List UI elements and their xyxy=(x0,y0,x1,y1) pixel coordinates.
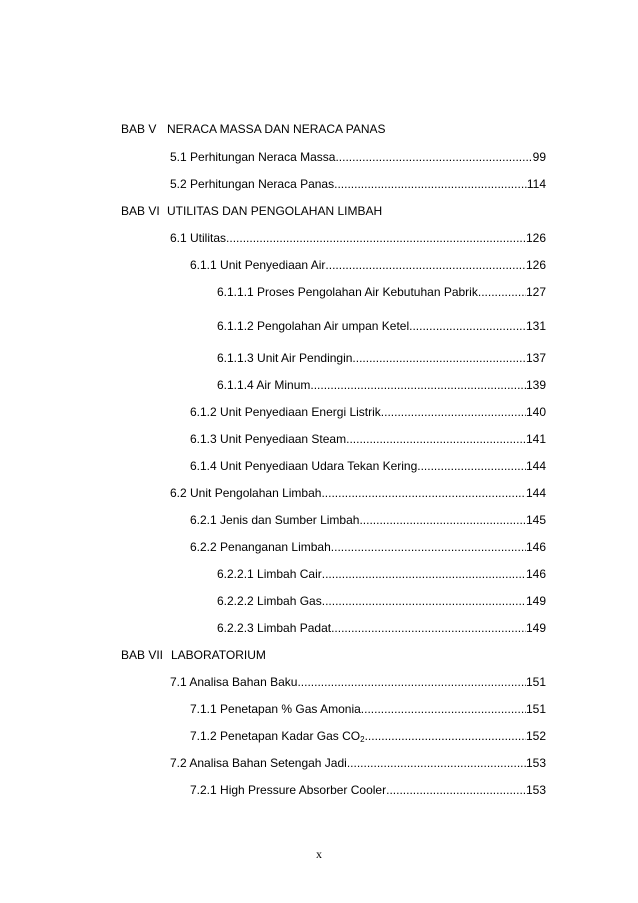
toc-leader xyxy=(361,702,526,716)
toc-entry-title: 7.2 Analisa Bahan Setengah Jadi xyxy=(170,756,347,770)
toc-leader xyxy=(322,567,526,581)
toc-entry-title: 6.1.1 Unit Penyediaan Air xyxy=(190,258,326,272)
toc-leader xyxy=(346,432,526,446)
toc-entry-page: 151 xyxy=(525,702,546,716)
toc-entry xyxy=(217,621,546,635)
toc-entry xyxy=(217,594,546,608)
toc-entry-title: 6.2.2.2 Limbah Gas xyxy=(217,594,322,608)
toc-entry-title: 6.2.1 Jenis dan Sumber Limbah xyxy=(190,513,360,527)
toc-entry xyxy=(190,432,546,446)
toc-entry xyxy=(217,285,546,299)
toc-entry-page: 144 xyxy=(525,486,546,500)
toc-entry-page: 149 xyxy=(525,621,546,635)
toc-entry xyxy=(170,150,546,164)
toc-leader xyxy=(409,319,526,333)
toc-leader xyxy=(381,405,526,419)
toc-entry-title: 6.1.1.1 Proses Pengolahan Air Kebutuhan Pabrik xyxy=(217,285,478,299)
chapter-number: BAB V xyxy=(121,122,157,136)
toc-entry-page: 144 xyxy=(525,459,546,473)
toc-entry-title: 6.2.2.3 Limbah Padat xyxy=(217,621,332,635)
toc-entry-page: 152 xyxy=(525,729,546,743)
toc-entry-title xyxy=(190,729,365,743)
toc-leader xyxy=(226,231,526,245)
toc-leader xyxy=(352,351,526,365)
chapter-number: BAB VI xyxy=(121,204,160,218)
toc-leader xyxy=(322,594,526,608)
toc-entry-page: 145 xyxy=(525,513,546,527)
toc-entry-page: 126 xyxy=(525,258,546,272)
toc-entry-title: 6.1 Utilitas xyxy=(170,231,227,245)
toc-entry-page: 149 xyxy=(525,594,546,608)
chapter-heading xyxy=(121,204,382,218)
toc-entry xyxy=(190,405,546,419)
toc-leader xyxy=(331,540,526,554)
toc-entry-title: 6.1.3 Unit Penyediaan Steam xyxy=(190,432,347,446)
toc-entry-title: 6.1.1.3 Unit Air Pendingin xyxy=(217,351,353,365)
toc-leader xyxy=(325,258,526,272)
toc-entry-title: 6.1.1.2 Pengolahan Air umpan Ketel xyxy=(217,319,410,333)
chapter-number: BAB VII xyxy=(121,648,164,662)
toc-leader xyxy=(359,513,526,527)
toc-entry xyxy=(217,319,546,333)
toc-entry xyxy=(190,459,546,473)
toc-entry-title: 7.1 Analisa Bahan Baku xyxy=(170,675,298,689)
toc-entry-page: 126 xyxy=(525,231,546,245)
chapter-title: NERACA MASSA DAN NERACA PANAS xyxy=(167,122,386,136)
toc-entry xyxy=(217,567,546,581)
toc-entry-title-text: 7.1.2 Penetapan Kadar Gas CO xyxy=(190,729,361,743)
toc-leader xyxy=(334,177,527,191)
toc-entry xyxy=(190,702,546,716)
toc-leader xyxy=(331,621,526,635)
chapter-title: UTILITAS DAN PENGOLAHAN LIMBAH xyxy=(167,204,383,218)
page-number: x xyxy=(316,847,322,861)
toc-leader xyxy=(478,285,526,299)
toc-entry xyxy=(170,486,546,500)
toc-entry-page: 114 xyxy=(526,177,546,191)
toc-entry-page: 151 xyxy=(525,675,546,689)
toc-entry-title: 6.2.2 Penanganan Limbah xyxy=(190,540,331,554)
toc-entry-title: 5.2 Perhitungan Neraca Panas xyxy=(170,177,335,191)
toc-entry-title: 6.2.2.1 Limbah Cair xyxy=(217,567,322,581)
toc-entry-title: 6.2 Unit Pengolahan Limbah xyxy=(170,486,322,500)
toc-entry xyxy=(170,231,546,245)
toc-entry-subscript: 2 xyxy=(360,735,365,744)
toc-entry-page: 140 xyxy=(525,405,546,419)
toc-leader xyxy=(347,756,526,770)
toc-entry-title: 6.1.4 Unit Penyediaan Udara Tekan Kering xyxy=(190,459,418,473)
toc-leader xyxy=(365,729,526,743)
toc-entry xyxy=(190,513,546,527)
toc-entry-title: 7.1.1 Penetapan % Gas Amonia xyxy=(190,702,361,716)
chapter-heading xyxy=(121,648,266,662)
toc-entry xyxy=(190,783,546,797)
toc-entry-page: 141 xyxy=(525,432,546,446)
toc-entry xyxy=(190,258,546,272)
toc-leader xyxy=(310,378,526,392)
chapter-title: LABORATORIUM xyxy=(171,648,266,662)
toc-entry-page: 131 xyxy=(525,319,546,333)
toc-leader xyxy=(297,675,526,689)
toc-entry xyxy=(190,729,546,743)
toc-entry-title: 7.2.1 High Pressure Absorber Cooler xyxy=(190,783,387,797)
toc-entry-page: 137 xyxy=(525,351,546,365)
toc-entry-page: 153 xyxy=(525,756,546,770)
toc-entry-page: 139 xyxy=(525,378,546,392)
toc-entry-title: 5.1 Perhitungan Neraca Massa xyxy=(170,150,336,164)
toc-entry-title: 6.1.2 Unit Penyediaan Energi Listrik xyxy=(190,405,381,419)
toc-entry-page: 99 xyxy=(532,150,546,164)
toc-entry-page: 146 xyxy=(525,540,546,554)
toc-entry xyxy=(190,540,546,554)
toc-entry-page: 146 xyxy=(525,567,546,581)
toc-entry xyxy=(217,378,546,392)
toc-leader xyxy=(386,783,526,797)
toc-leader xyxy=(335,150,532,164)
chapter-heading xyxy=(121,122,386,136)
toc-entry-title: 6.1.1.4 Air Minum xyxy=(217,378,311,392)
toc-entry-page: 127 xyxy=(525,285,546,299)
toc-entry xyxy=(217,351,546,365)
toc-leader xyxy=(321,486,526,500)
toc-entry xyxy=(170,675,546,689)
toc-entry xyxy=(170,756,546,770)
toc-entry xyxy=(170,177,546,191)
toc-leader xyxy=(417,459,526,473)
toc-entry-page: 153 xyxy=(525,783,546,797)
